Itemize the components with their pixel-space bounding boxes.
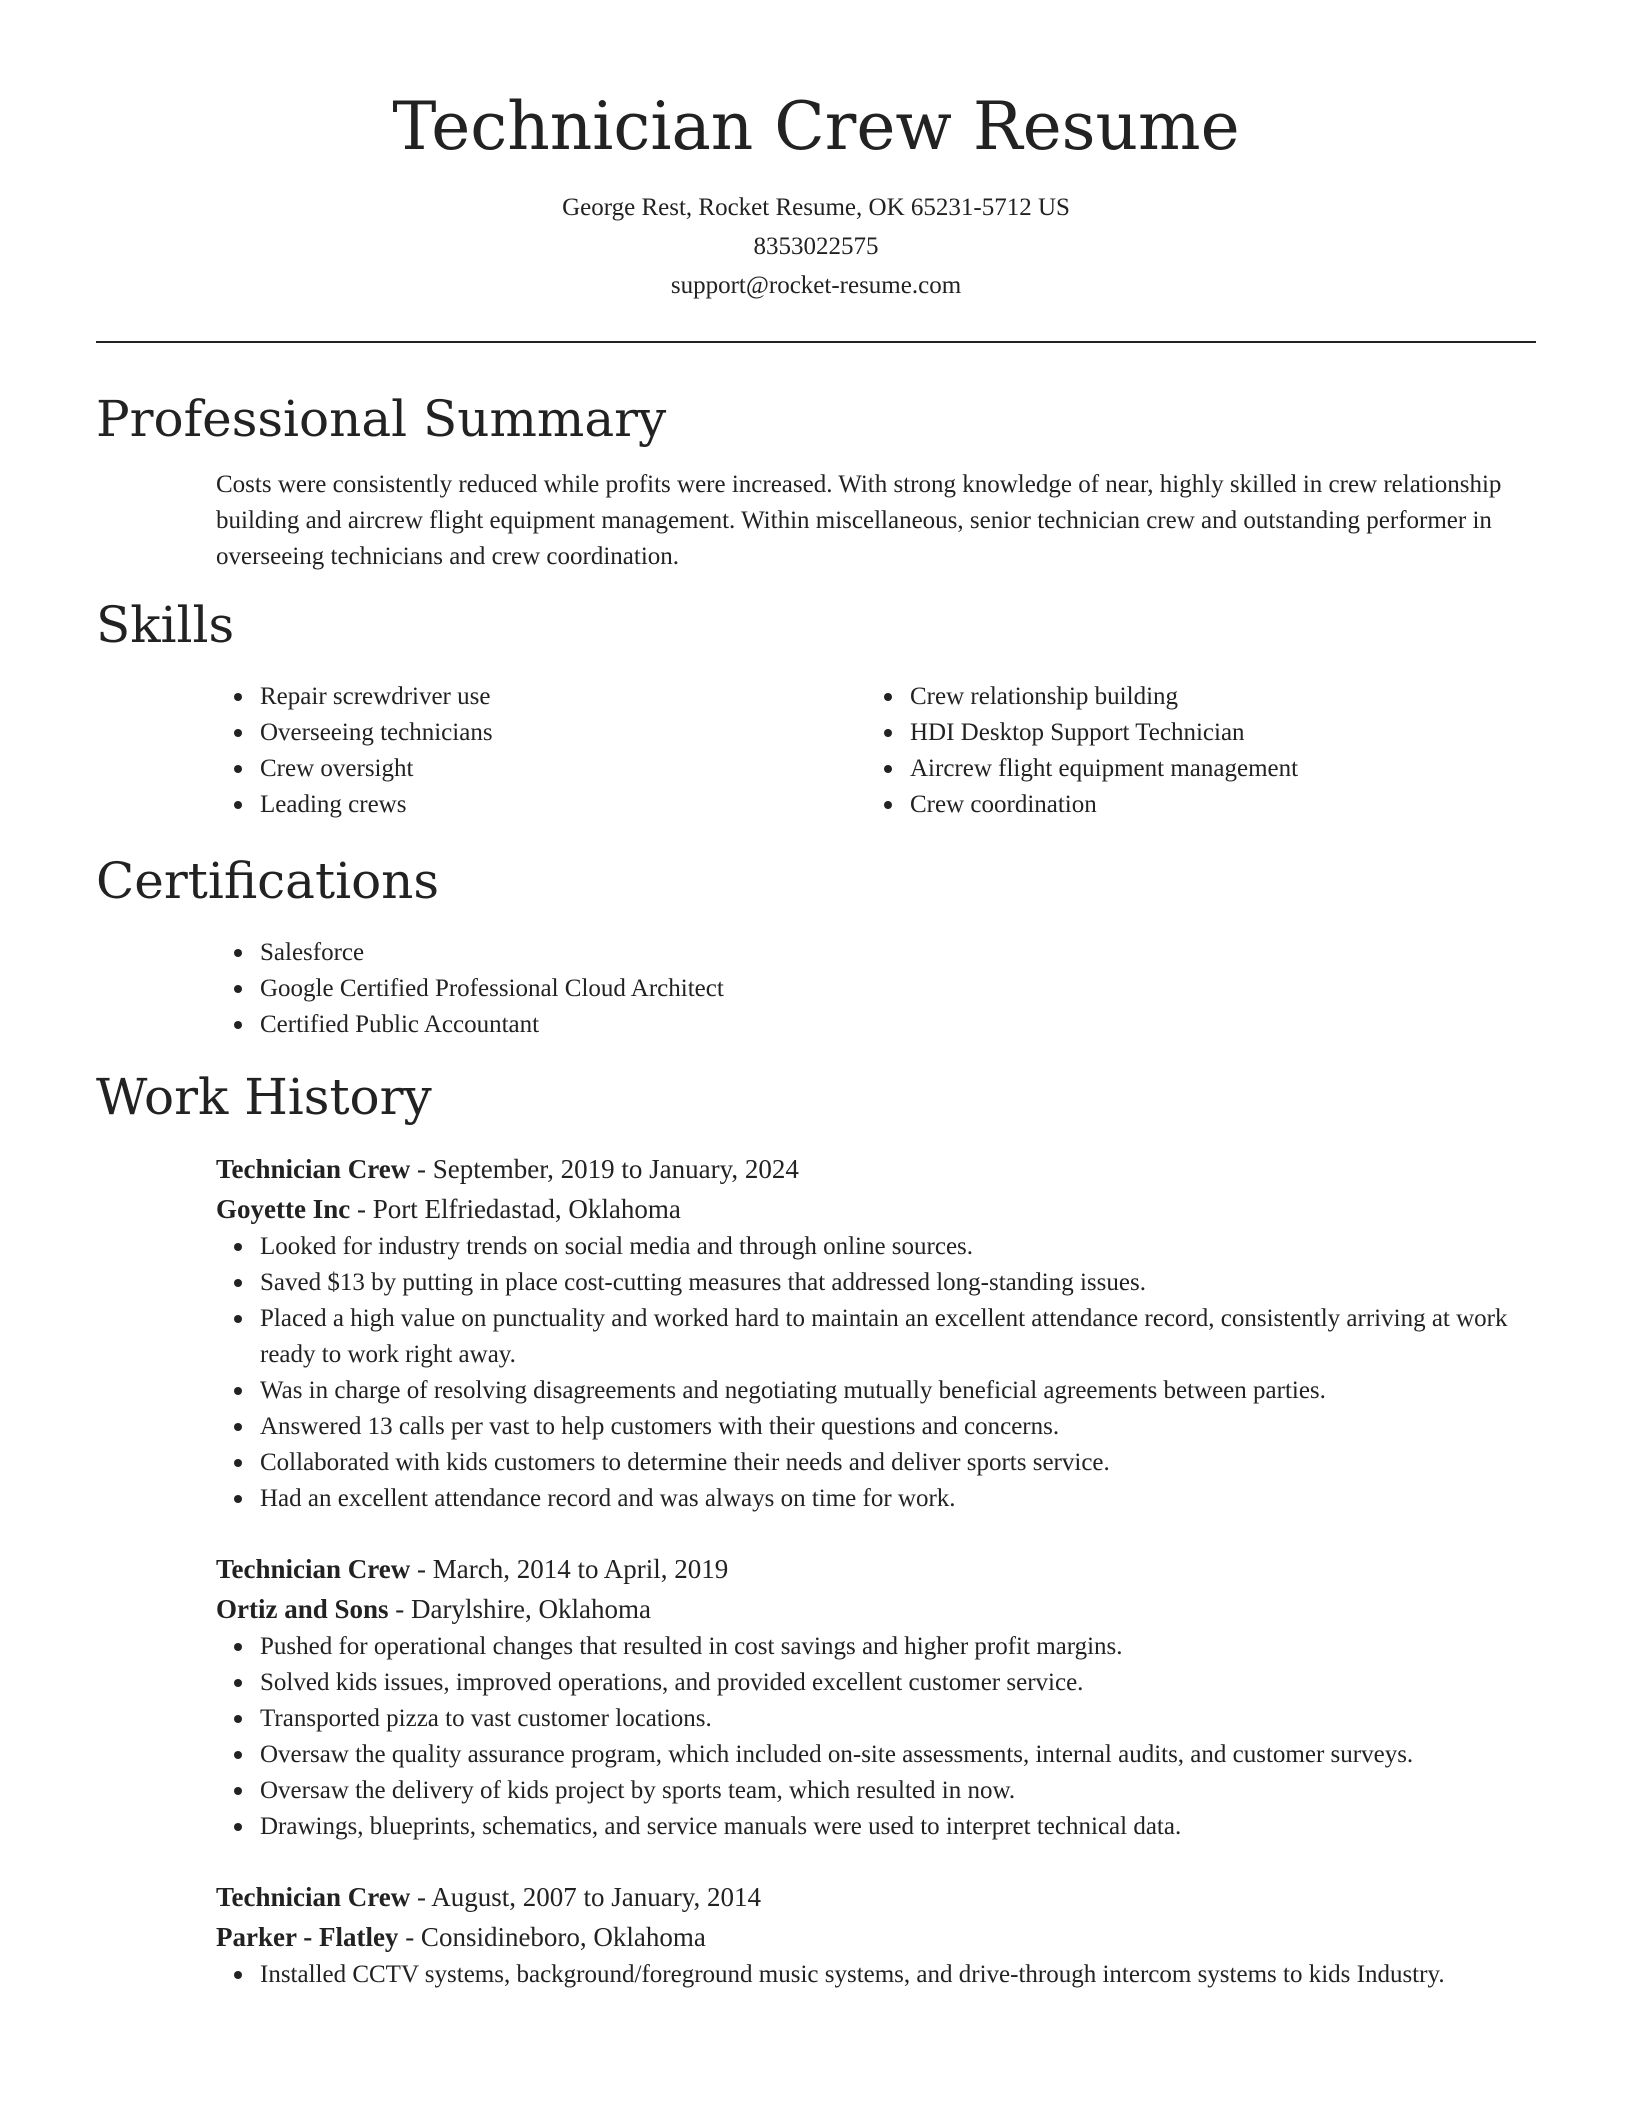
skills-columns xyxy=(216,679,1536,823)
job-company: Goyette Inc xyxy=(216,1194,351,1224)
skill-item: Aircrew flight equipment management xyxy=(910,751,1516,787)
contact-block xyxy=(96,188,1536,305)
certification-item: Salesforce xyxy=(260,935,1536,971)
resume-title: Technician Crew Resume xyxy=(392,88,1240,165)
job-company-line xyxy=(216,1189,1536,1229)
job-title-line xyxy=(216,1549,1536,1589)
job-bullet: Solved kids issues, improved operations, and provided excellent customer service. xyxy=(260,1665,1536,1701)
job-bullet: Was in charge of resolving disagreements and negotiating mutually beneficial agreements between parties. xyxy=(260,1373,1536,1409)
job-location: - Port Elfriedastad, Oklahoma xyxy=(350,1194,681,1224)
skill-item: HDI Desktop Support Technician xyxy=(910,715,1516,751)
job-company-line xyxy=(216,1917,1536,1957)
job-title: Technician Crew xyxy=(216,1554,411,1584)
job-bullets xyxy=(216,1229,1536,1517)
certification-item: Google Certified Professional Cloud Architect xyxy=(260,971,1536,1007)
job-entry xyxy=(216,1877,1536,1993)
job-company: Parker - Flatley xyxy=(216,1922,399,1952)
job-bullet: Collaborated with kids customers to determine their needs and deliver sports service. xyxy=(260,1445,1536,1481)
skill-item: Crew oversight xyxy=(260,751,866,787)
job-bullet: Drawings, blueprints, schematics, and service manuals were used to interpret technical data. xyxy=(260,1809,1536,1845)
job-bullet: Oversaw the quality assurance program, which included on-site assessments, internal audits, and customer surveys. xyxy=(260,1737,1536,1773)
contact-phone: 8353022575 xyxy=(753,233,879,260)
certifications-heading: Certifications xyxy=(96,852,440,910)
job-location: - Darylshire, Oklahoma xyxy=(388,1594,651,1624)
job-company-line xyxy=(216,1589,1536,1629)
certification-item: Certified Public Accountant xyxy=(260,1007,1536,1043)
job-entry xyxy=(216,1149,1536,1517)
certifications-list xyxy=(216,935,1536,1043)
job-company: Ortiz and Sons xyxy=(216,1594,389,1624)
job-dates: - March, 2014 to April, 2019 xyxy=(410,1554,729,1584)
job-bullet: Answered 13 calls per vast to help customers with their questions and concerns. xyxy=(260,1409,1536,1445)
job-dates: - September, 2019 to January, 2024 xyxy=(410,1154,799,1184)
skills-column-left xyxy=(216,679,866,823)
contact-address: George Rest, Rocket Resume, OK 65231-5712 US xyxy=(562,194,1070,221)
job-entry xyxy=(216,1549,1536,1845)
header-divider xyxy=(96,341,1536,343)
job-bullet: Oversaw the delivery of kids project by sports team, which resulted in now. xyxy=(260,1773,1536,1809)
job-bullet: Looked for industry trends on social media and through online sources. xyxy=(260,1229,1536,1265)
summary-text: Costs were consistently reduced while profits were increased. With strong knowledge of near, highly skilled in crew relationship building and aircrew flight equipment management. Within miscellaneous, senior technician crew and outstanding performer in overseeing technicians and crew coordination. xyxy=(216,471,1502,570)
summary-heading: Professional Summary xyxy=(96,390,667,448)
skill-item: Repair screwdriver use xyxy=(260,679,866,715)
skills-column-right xyxy=(866,679,1516,823)
skill-item: Leading crews xyxy=(260,787,866,823)
job-bullet: Saved $13 by putting in place cost-cutting measures that addressed long-standing issues. xyxy=(260,1265,1536,1301)
skills-list-left xyxy=(216,679,866,823)
job-title: Technician Crew xyxy=(216,1882,411,1912)
job-bullet: Had an excellent attendance record and was always on time for work. xyxy=(260,1481,1536,1517)
job-bullet: Placed a high value on punctuality and worked hard to maintain an excellent attendance record, consistently arriving at work ready to work right away. xyxy=(260,1301,1536,1373)
skills-list-right xyxy=(866,679,1516,823)
skill-item: Crew coordination xyxy=(910,787,1516,823)
skill-item: Crew relationship building xyxy=(910,679,1516,715)
work-history-heading: Work History xyxy=(96,1068,432,1126)
resume-page xyxy=(96,0,1536,1993)
contact-email: support@rocket-resume.com xyxy=(670,272,962,299)
job-title-line xyxy=(216,1877,1536,1917)
job-bullet: Installed CCTV systems, background/foreground music systems, and drive-through intercom systems to kids Industry. xyxy=(260,1957,1536,1993)
job-bullets xyxy=(216,1957,1536,1993)
job-location: - Considineboro, Oklahoma xyxy=(398,1922,706,1952)
skill-item: Overseeing technicians xyxy=(260,715,866,751)
certifications-block xyxy=(216,935,1536,1043)
job-bullet: Transported pizza to vast customer locations. xyxy=(260,1701,1536,1737)
job-bullet: Pushed for operational changes that resulted in cost savings and higher profit margins. xyxy=(260,1629,1536,1665)
job-title: Technician Crew xyxy=(216,1154,411,1184)
job-title-line xyxy=(216,1149,1536,1189)
skills-heading: Skills xyxy=(96,596,235,654)
job-dates: - August, 2007 to January, 2014 xyxy=(410,1882,761,1912)
job-bullets xyxy=(216,1629,1536,1845)
